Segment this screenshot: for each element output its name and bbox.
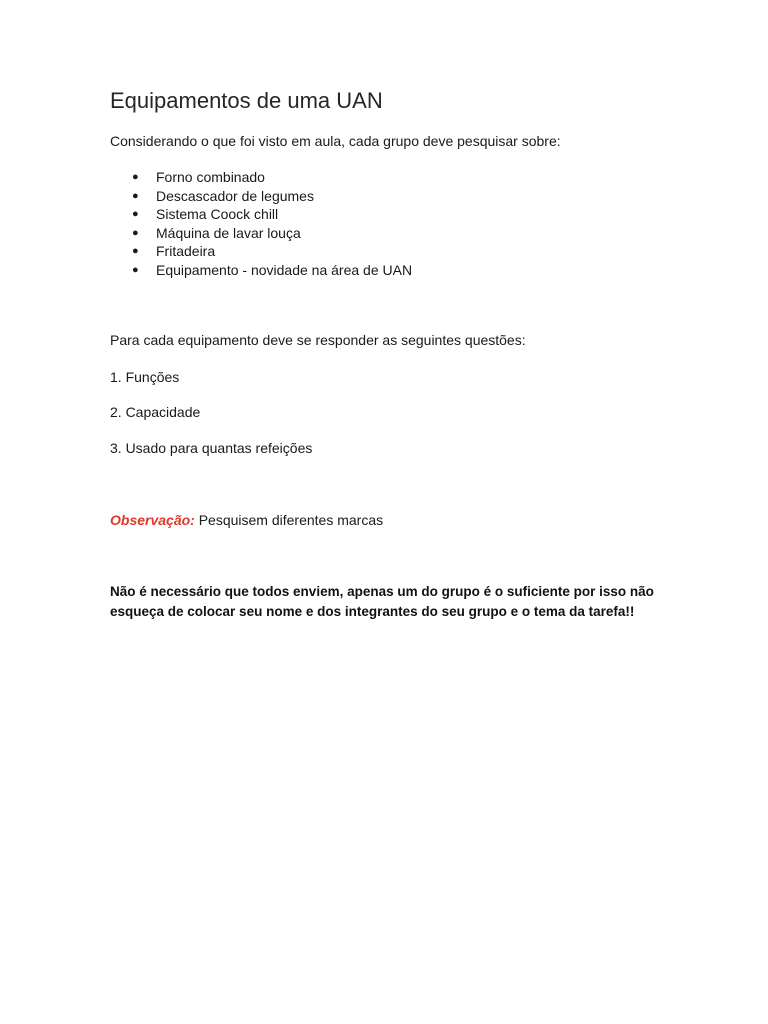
list-item-text: Fritadeira	[156, 243, 216, 260]
list-item-text: Descascador de legumes	[156, 187, 314, 204]
list-item	[110, 261, 412, 280]
equipment-list	[110, 168, 412, 280]
question-1: 1. Funções	[110, 369, 180, 385]
question-3: 3. Usado para quantas refeições	[110, 440, 313, 456]
document-title: Equipamentos de uma UAN	[110, 88, 383, 113]
question-2: 2. Capacidade	[110, 404, 201, 420]
submission-note: Não é necessário que todos enviem, apenas um do grupo é o suficiente por isso não esqueça de colocar seu nome e dos integrantes do seu grupo e o tema da tarefa!!	[110, 584, 654, 619]
bullet-icon: ●	[132, 171, 139, 183]
list-item-text: Equipamento - novidade na área de UAN	[156, 261, 413, 278]
bullet-icon: ●	[132, 189, 139, 202]
list-item	[110, 187, 412, 206]
bullet-icon: ●	[132, 226, 139, 239]
observation	[110, 512, 383, 528]
bullet-icon: ●	[132, 245, 139, 258]
observation-text: Pesquisem diferentes marcas	[194, 512, 384, 528]
list-item-text: Sistema Coock chill	[156, 206, 279, 223]
bullet-icon: ●	[132, 208, 139, 221]
intro-paragraph: Considerando o que foi visto em aula, cada grupo deve pesquisar sobre:	[110, 133, 561, 149]
list-item	[110, 242, 412, 261]
observation-label: Observação:	[110, 512, 195, 528]
bullet-icon: ●	[132, 263, 139, 276]
questions-intro: Para cada equipamento deve se responder as seguintes questões:	[110, 332, 526, 348]
list-item-text: Forno combinado	[156, 169, 265, 185]
list-item	[110, 205, 412, 224]
list-item-text: Máquina de lavar louça	[156, 224, 301, 241]
list-item	[110, 224, 412, 243]
list-item	[110, 168, 412, 187]
